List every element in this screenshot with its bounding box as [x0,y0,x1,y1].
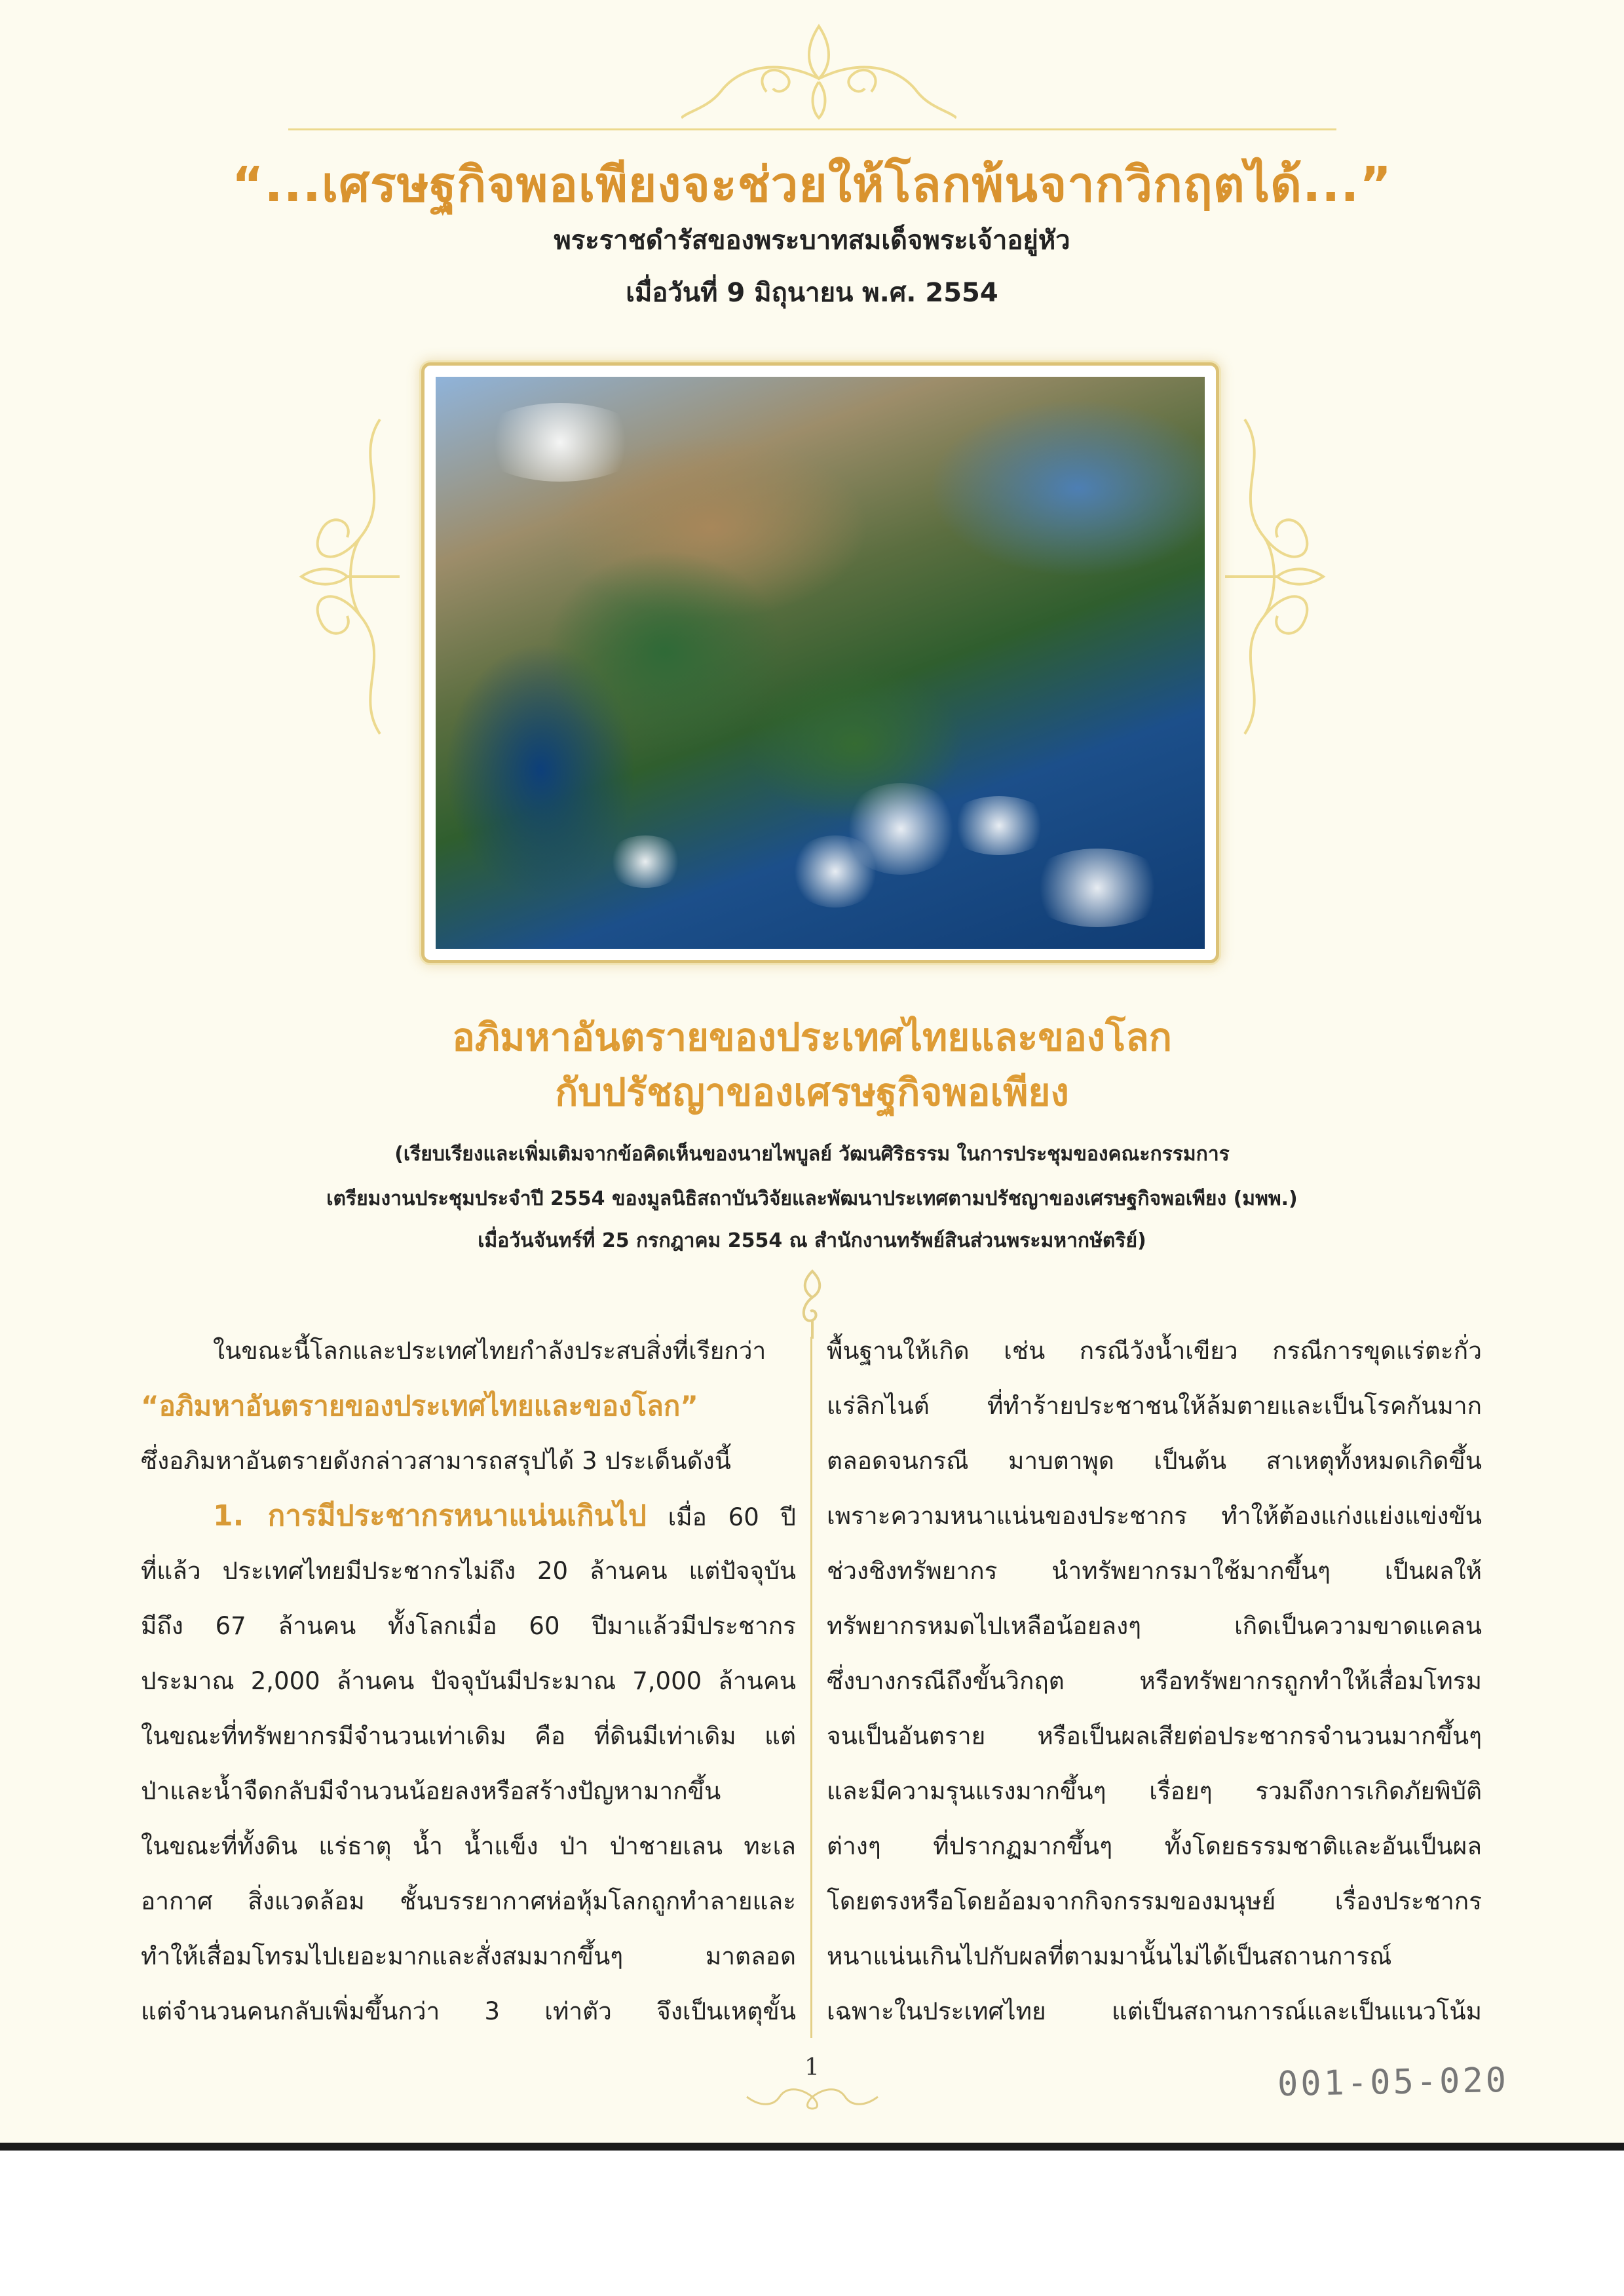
paragraph-line: พื้นฐานให้เกิด เช่น กรณีวังน้ำเขียว กรณีการขุดแร่ตะกั่ว [827,1337,1482,1365]
left-scroll-ornament [282,406,413,747]
section-title-line1: อภิมหาอันตรายของประเทศไทยและของโลก [452,1015,1172,1060]
paragraph-line: ในขณะที่ทั้งดิน แร่ธาตุ น้ำ น้ำแข็ง ป่า ป่าชายเลน ทะเล [141,1832,796,1860]
paragraph-line: หนาแน่นเกินไปกับผลที่ตามมานั้นไม่ได้เป็นสถานการณ์ [827,1942,1392,1970]
quote-title: “...เศรษฐกิจพอเพียงจะช่วยให้โลกพ้นจากวิกฤตได้...” [231,157,1393,213]
header-rule [288,128,1336,130]
numbered-point-line [141,1489,796,1544]
paragraph-line: ซึ่งอภิมหาอันตรายดังกล่าวสามารถสรุปได้ 3 ประเด็นดังนี้ [141,1447,731,1475]
speech-date: เมื่อวันที่ 9 มิถุนายน พ.ศ. 2554 [626,278,998,308]
paragraph-line: มีถึง 67 ล้านคน ทั้งโลกเมื่อ 60 ปีมาแล้วมีประชากร [141,1612,796,1640]
body-column-right [827,1324,1482,2039]
body-column-left [141,1324,796,2039]
paragraph-line: และมีความรุนแรงมากขึ้นๆ เรื่อยๆ รวมถึงการเกิดภัยพิบัติ [827,1777,1482,1805]
top-flourish-ornament [681,20,956,124]
paragraph-line: ต่างๆ ที่ปรากฏมากขึ้นๆ ทั้งโดยธรรมชาติและอันเป็นผล [827,1832,1482,1860]
satellite-earth-photo [436,377,1205,949]
paragraph-line: ป่าและน้ำจืดกลับมีจำนวนน้อยลงหรือสร้างปัญหามากขึ้น [141,1777,721,1805]
paragraph-line: ทำให้เสื่อมโทรมไปเยอะมากและสั่งสมมากขึ้นๆ มาตลอด [141,1942,796,1970]
highlight-heading [141,1379,796,1434]
point-text: เมื่อ 60 ปี [646,1503,797,1531]
scan-bottom-edge [0,2143,1624,2151]
section-note-line2: เตรียมงานประชุมประจำปี 2554 ของมูลนิธิสถาบันวิจัยและพัฒนาประเทศตามปรัชญาของเศรษฐกิจพอเพียง (มพพ.) [326,1187,1298,1210]
paragraph-line: ช่วงชิงทรัพยากร นำทรัพยากรมาใช้มากขึ้นๆ เป็นผลให้ [827,1557,1482,1585]
paragraph-line: จนเป็นอันตราย หรือเป็นผลเสียต่อประชากรจำนวนมากขึ้นๆ [827,1722,1482,1750]
section-title-line2: กับปรัชญาของเศรษฐกิจพอเพียง [555,1070,1069,1115]
paragraph-line: แร่ลิกไนต์ ที่ทำร้ายประชาชนให้ล้มตายและเป็นโรคกันมาก [827,1392,1482,1420]
section-note-line3: เมื่อวันจันทร์ที่ 25 กรกฎาคม 2554 ณ สำนักงานทรัพย์สินส่วนพระมหากษัตริย์) [478,1229,1146,1252]
highlight-text: “อภิมหาอันตรายของประเทศไทยและของโลก” [141,1390,698,1422]
paragraph-line: ที่แล้ว ประเทศไทยมีประชากรไม่ถึง 20 ล้านคน แต่ปัจจุบัน [141,1557,796,1585]
paragraph-line: ในขณะที่ทรัพยากรมีจำนวนเท่าเดิม คือ ที่ดินมีเท่าเดิม แต่ [141,1722,796,1750]
footer-flourish-ornament [740,2084,884,2110]
paragraph-line: ซึ่งบางกรณีถึงขั้นวิกฤต หรือทรัพยากรถูกทำให้เสื่อมโทรม [827,1667,1482,1695]
column-divider-ornament [796,1268,829,1340]
point-heading: 1. การมีประชากรหนาแน่นเกินไป [213,1499,647,1533]
photo-frame [421,362,1219,963]
paragraph-line: ทรัพยากรหมดไปเหลือน้อยลงๆ เกิดเป็นความขาดแคลน [827,1612,1482,1640]
speech-attribution: พระราชดำรัสของพระบาทสมเด็จพระเจ้าอยู่หัว [554,225,1070,256]
column-divider [810,1337,812,2038]
section-note-line1: (เรียบเรียงและเพิ่มเติมจากข้อคิดเห็นของนายไพบูลย์ วัฒนศิริธรรม ในการประชุมของคณะกรรมการ [394,1143,1230,1166]
paragraph-line: เพราะความหนาแน่นของประชากร ทำให้ต้องแก่งแย่งแข่งขัน [827,1502,1482,1530]
paragraph-line: ประมาณ 2,000 ล้านคน ปัจจุบันมีประมาณ 7,000 ล้านคน [141,1667,796,1695]
right-scroll-ornament [1212,406,1343,747]
paragraph-line: โดยตรงหรือโดยอ้อมจากกิจกรรมของมนุษย์ เรื่องประชากร [827,1887,1482,1915]
paragraph-line: แต่จำนวนคนกลับเพิ่มขึ้นกว่า 3 เท่าตัว จึงเป็นเหตุขั้น [141,1997,796,2025]
paragraph-line: ตลอดจนกรณี มาบตาพุด เป็นต้น สาเหตุทั้งหมดเกิดขึ้น [827,1447,1482,1475]
handwritten-stamp: 001-05-020 [1277,2060,1509,2105]
paragraph-line: อากาศ สิ่งแวดล้อม ชั้นบรรยากาศห่อหุ้มโลกถูกทำลายและ [141,1887,796,1915]
paragraph-line: ในขณะนี้โลกและประเทศไทยกำลังประสบสิ่งที่เรียกว่า [213,1337,766,1365]
paragraph-line: เฉพาะในประเทศไทย แต่เป็นสถานการณ์และเป็นแนวโน้ม [827,1997,1482,2025]
page-number: 1 [804,2054,820,2081]
